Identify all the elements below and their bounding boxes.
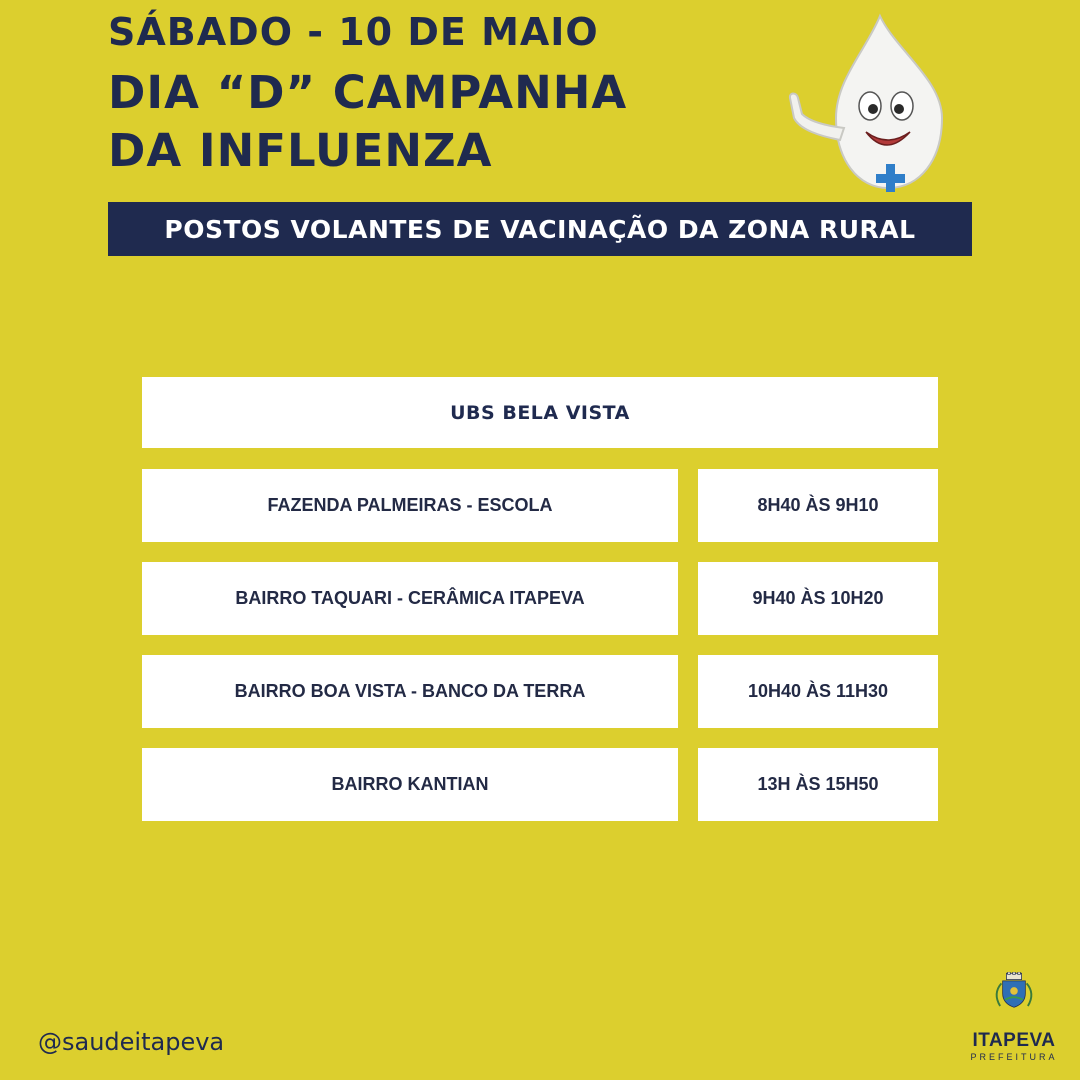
campaign-title-line1: DIA “D” CAMPANHA xyxy=(108,66,628,119)
logo-city-name: ITAPEVA xyxy=(972,1030,1056,1051)
date-heading: SÁBADO - 10 DE MAIO xyxy=(108,10,599,54)
location-cell-1: FAZENDA PALMEIRAS - ESCOLA xyxy=(142,469,678,542)
time-cell-4: 13H ÀS 15H50 xyxy=(698,748,938,821)
location-cell-4: BAIRRO KANTIAN xyxy=(142,748,678,821)
time-cell-3: 10H40 ÀS 11H30 xyxy=(698,655,938,728)
campaign-title-line2: DA INFLUENZA xyxy=(108,124,493,177)
city-coat-of-arms-icon xyxy=(968,972,1060,1030)
rural-posts-banner: POSTOS VOLANTES DE VACINAÇÃO DA ZONA RURAL xyxy=(108,202,972,256)
vaccine-drop-mascot-icon xyxy=(770,10,970,206)
time-cell-1: 8H40 ÀS 9H10 xyxy=(698,469,938,542)
unit-name-header: UBS BELA VISTA xyxy=(142,377,938,448)
social-handle: @saudeitapeva xyxy=(38,1028,225,1056)
time-cell-2: 9H40 ÀS 10H20 xyxy=(698,562,938,635)
location-cell-3: BAIRRO BOA VISTA - BANCO DA TERRA xyxy=(142,655,678,728)
location-cell-2: BAIRRO TAQUARI - CERÂMICA ITAPEVA xyxy=(142,562,678,635)
logo-subtitle: PREFEITURA xyxy=(970,1052,1058,1062)
